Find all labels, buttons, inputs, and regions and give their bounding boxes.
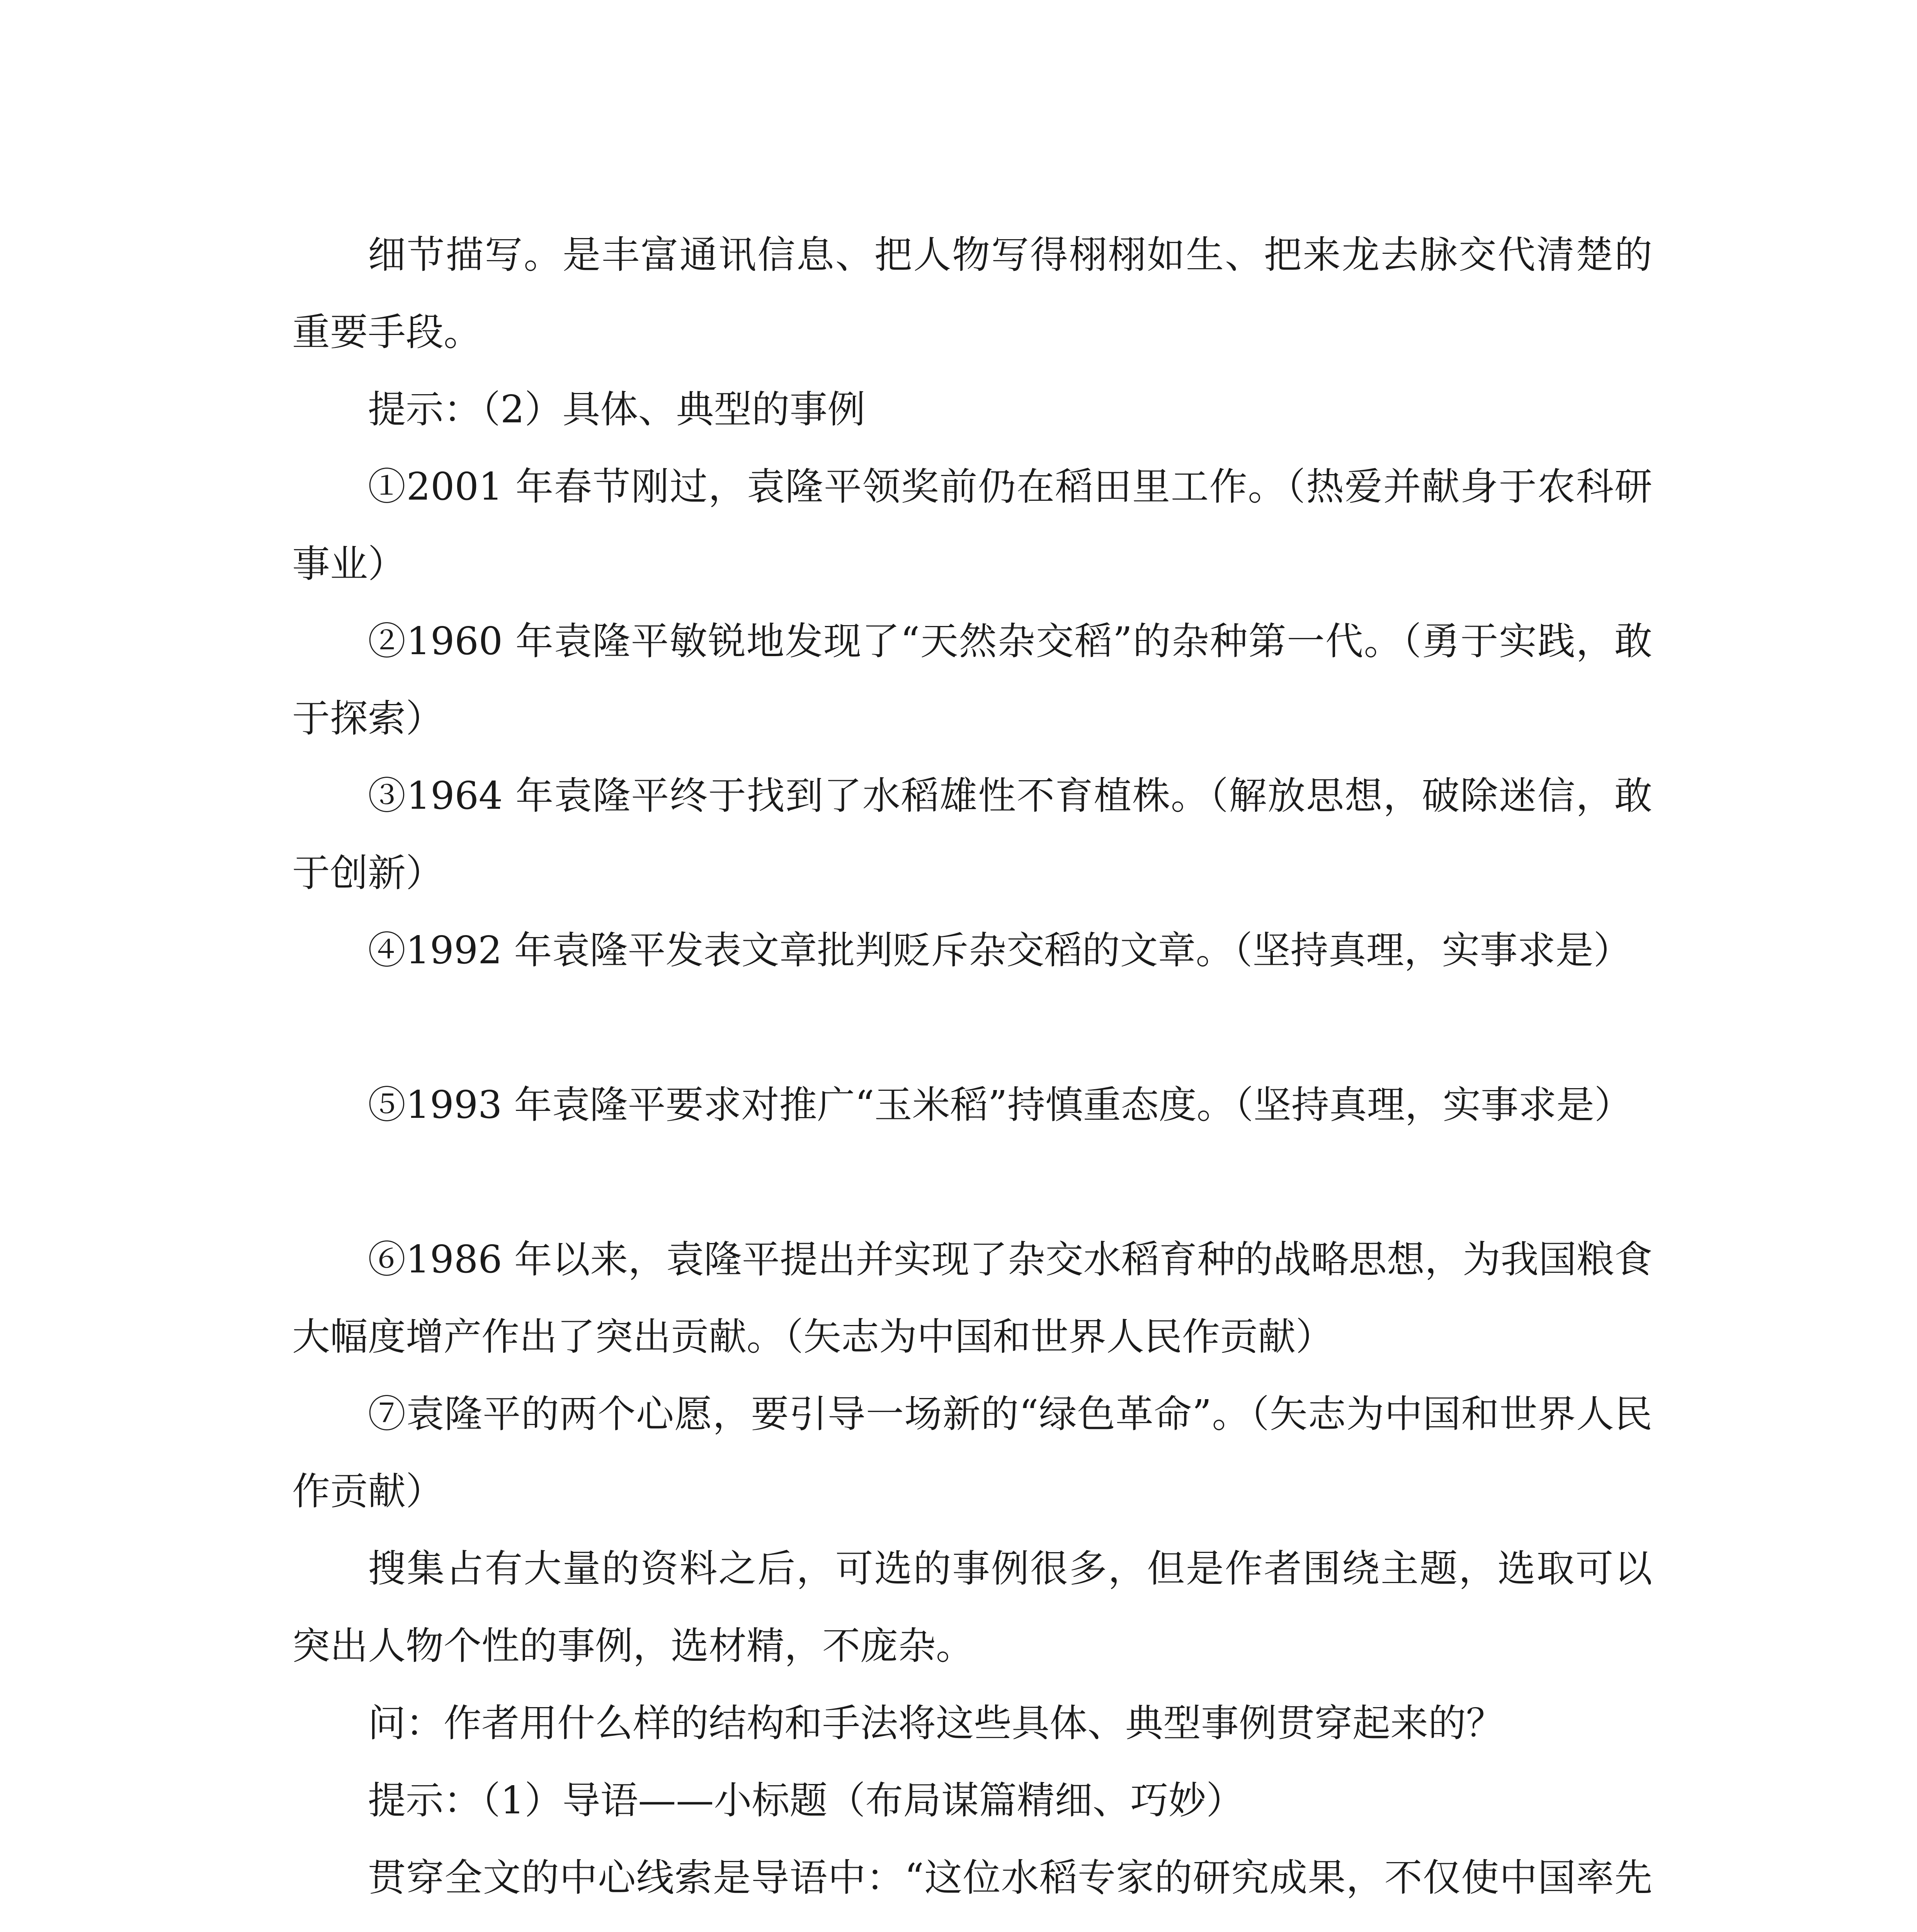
paragraph-example-2: ②1960 年袁隆平敏锐地发现了“天然杂交稻”的杂种第一代。（勇于实践，敢于探索） [292, 619, 1652, 741]
paragraph-example-5: ⑤1993 年袁隆平要求对推广“玉米稻”持慎重态度。（坚持真理，实事求是） [368, 1083, 1632, 1127]
paragraph-example-1: ①2001 年春节刚过，袁隆平领奖前仍在稻田里工作。（热爱并献身于农科研事业） [292, 465, 1652, 586]
blank-line [292, 1144, 1652, 1221]
document-body [292, 216, 1652, 1932]
paragraph-central-clue: 贯穿全文的中心线索是导语中：“这位水稻专家的研究成果，不仅使中国率先 [368, 1856, 1652, 1900]
paragraph-hint-structure: 提示：（1）导语——小标题（布局谋篇精细、巧妙） [368, 1779, 1244, 1823]
paragraph-detail-description: 细节描写。是丰富通讯信息、把人物写得栩栩如生、把来龙去脉交代清楚的重要手段。 [292, 233, 1652, 354]
paragraph-example-7: ⑦袁隆平的两个心愿，要引导一场新的“绿色革命”。（矢志为中国和世界人民作贡献） [292, 1392, 1652, 1514]
paragraph-material-selection: 搜集占有大量的资料之后，可选的事例很多，但是作者围绕主题，选取可以突出人物个性的事例，选材精，不庞杂。 [292, 1547, 1652, 1668]
paragraph-example-4: ④1992 年袁隆平发表文章批判贬斥杂交稻的文章。（坚持真理，实事求是） [368, 929, 1631, 973]
blank-line [292, 989, 1652, 1066]
paragraph-question: 问：作者用什么样的结构和手法将这些具体、典型事例贯穿起来的？ [368, 1701, 1504, 1745]
paragraph-example-6: ⑥1986 年以来，袁隆平提出并实现了杂交水稻育种的战略思想，为我国粮食大幅度增产作出了突出贡献。（矢志为中国和世界人民作贡献） [292, 1238, 1652, 1359]
paragraph-hint-examples: 提示：（2）具体、典型的事例 [368, 388, 866, 432]
paragraph-example-3: ③1964 年袁隆平终于找到了水稻雄性不育植株。（解放思想，破除迷信，敢于创新） [292, 774, 1652, 895]
